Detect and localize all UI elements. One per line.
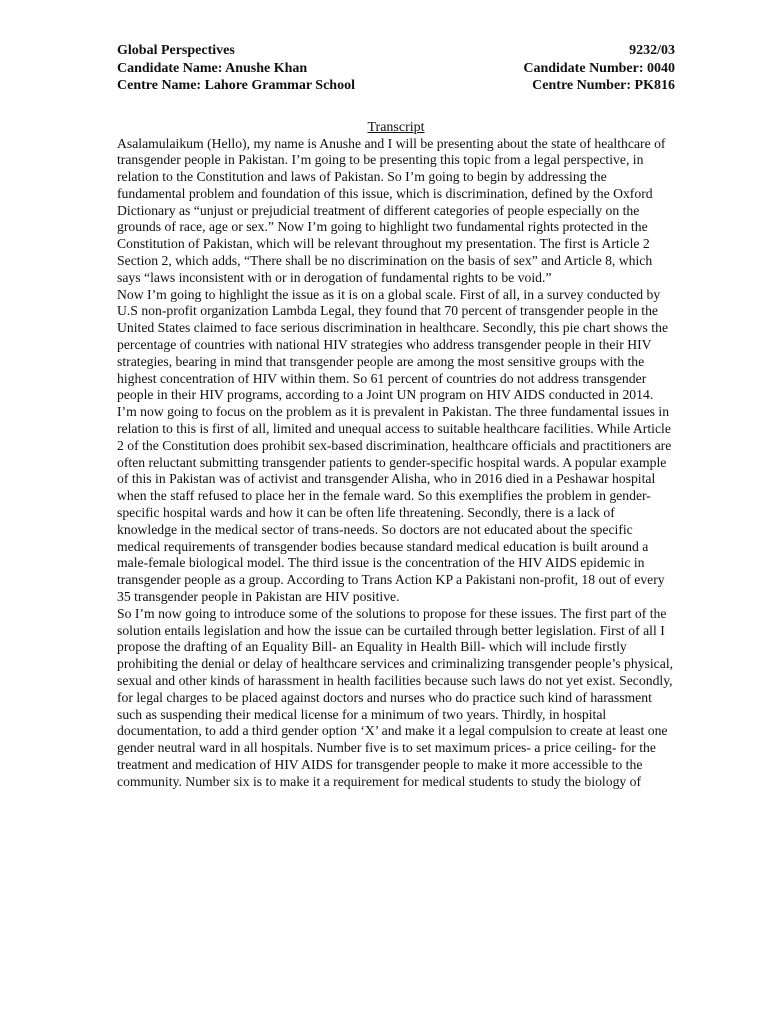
paragraph-global-scale: Now I’m going to highlight the issue as it is on a global scale. First of all, in a survey conducted by U.S non-profit organization Lambda Legal, they found that 70 percent of transgender people in the United States claimed to face serious discrimination in healthcare. Secondly, this pie chart shows the percentage of countries with national HIV strategies who address transgender people in their HIV strategies, bearing in mind that transgender people are among the most sensitive groups with the highest concentration of HIV within them. So 61 percent of countries do not address transgender people in their HIV programs, according to a Joint UN program on HIV AIDS conducted in 2014. [117, 286, 669, 403]
subject-title: Global Perspectives [117, 43, 235, 58]
header-row-centre [117, 77, 675, 95]
header-row-subject [117, 42, 675, 60]
document-title: Transcript [367, 119, 425, 135]
header-row-candidate [117, 60, 675, 78]
paragraph-introduction: Asalamulaikum (Hello), my name is Anushe and I will be presenting about the state of healthcare of transgender people in Pakistan. I’m going to be presenting this topic from a legal perspective, in relation to the Constitution and laws of Pakistan. So I’m going to begin by addressing the fundamental problem and foundation of this issue, which is discrimination, defined by the Oxford Dictionary as “unjust or prejudicial treatment of different categories of people especially on the grounds of race, age or sex.” Now I’m going to highlight two fundamental rights protected in the Constitution of Pakistan, which will be relevant throughout my presentation. The first is Article 2 Section 2, which adds, “There shall be no discrimination on the basis of sex” and Article 8, which says “laws inconsistent with or in derogation of fundamental rights to be void.” [117, 135, 666, 285]
document-body [117, 136, 675, 791]
candidate-name: Candidate Name: Anushe Khan [117, 60, 308, 76]
centre-number: Centre Number: PK816 [532, 78, 675, 93]
paper-code: 9232/03 [629, 43, 675, 58]
document-page [117, 42, 675, 791]
centre-name: Centre Name: Lahore Grammar School [117, 78, 355, 93]
paragraph-pakistan-problem: I’m now going to focus on the problem as it is prevalent in Pakistan. The three fundamental issues in relation to this is first of all, limited and unequal access to suitable healthcare facilities. While Article 2 of the Constitution does prohibit sex-based discrimination, healthcare officials and practitioners are often reluctant submitting transgender patients to gender-specific hospital wards. A popular example of this in Pakistan was of activist and transgender Alisha, who in 2016 died in a Peshawar hospital when the staff refused to place her in the female ward. So this exemplifies the problem in gender-specific hospital wards and how it can be often life threatening. Secondly, there is a lack of knowledge in the medical sector of trans-needs. So doctors are not educated about the specific medical requirements of transgender bodies because standard medical education is built around a male-female biological model. The third issue is the concentration of the HIV AIDS epidemic in transgender people as a group. According to Trans Action KP a Pakistani non-profit, 18 out of every 35 transgender people in Pakistan are HIV positive. [117, 404, 672, 605]
document-header [117, 42, 675, 95]
candidate-number: Candidate Number: 0040 [523, 60, 675, 76]
paragraph-solutions: So I’m now going to introduce some of the solutions to propose for these issues. The first part of the solution entails legislation and how the issue can be curtailed through better legislation. First of all I propose the drafting of an Equality Bill- an Equality in Health Bill- which will include firstly prohibiting the denial or delay of healthcare services and criminalizing transgender people’s physical, sexual and other kinds of harassment in health facilities because such laws do not yet exist. Secondly, for legal charges to be placed against doctors and nurses who do practice such kind of harassment such as suspending their medical license for a minimum of two years. Thirdly, in hospital documentation, to add a third gender option ‘X’ and make it a legal compulsion to create at least one gender neutral ward in all hospitals. Number five is to set maximum prices- a price ceiling- for the treatment and medication of HIV AIDS for transgender people to make it more accessible to the community. Number six is to make it a requirement for medical students to study the biology of [117, 605, 674, 789]
